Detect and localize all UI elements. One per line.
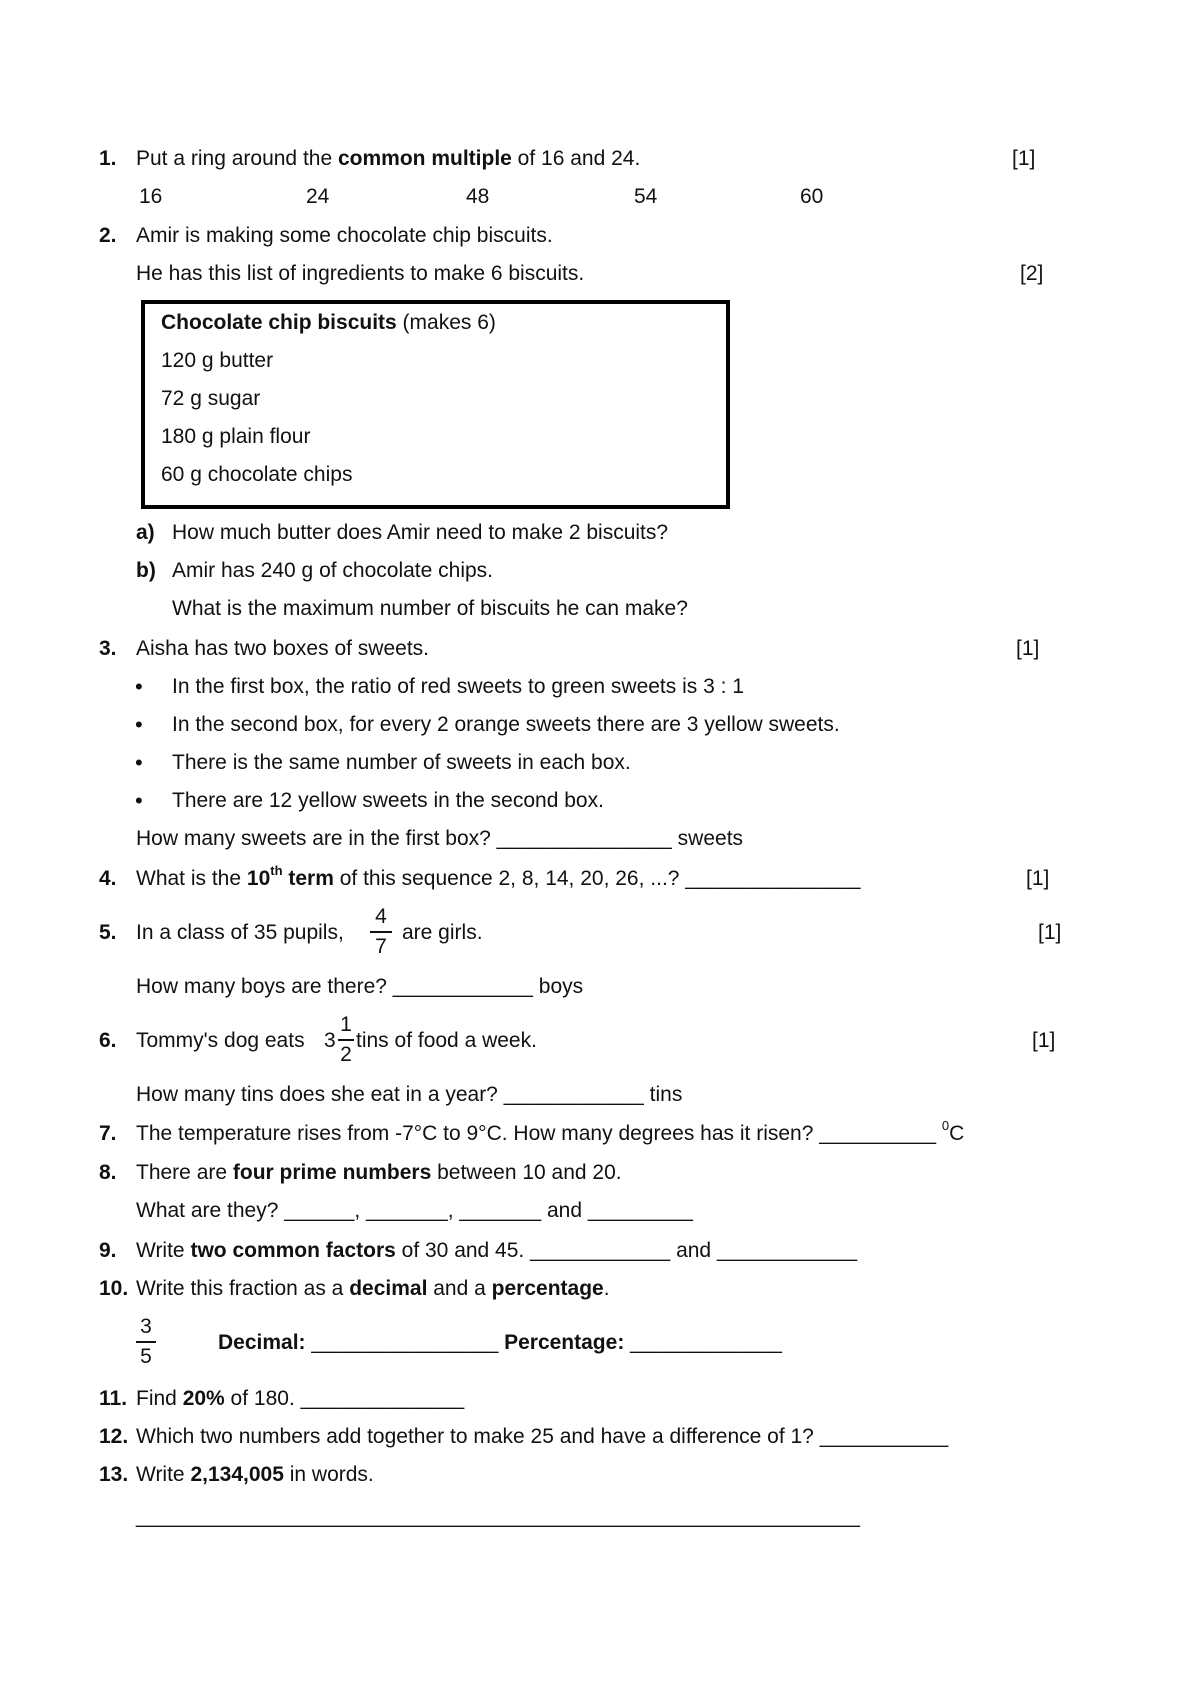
question-1-keyword: common multiple: [337, 147, 512, 170]
question-10-number: 10.: [99, 1277, 129, 1300]
question-8-text: There are four prime numbers between 10 and 20.: [136, 1161, 622, 1184]
recipe-item-chocolate-chips: 60 g chocolate chips: [161, 463, 353, 486]
recipe-title: Chocolate chip biscuits (makes 6): [161, 311, 496, 334]
question-2a-label: a): [136, 521, 155, 544]
recipe-box: [141, 300, 730, 509]
question-13-answer-line[interactable]: ______________________________________________________________: [136, 1505, 861, 1528]
question-4-number: 4.: [99, 867, 117, 890]
question-1-text: Put a ring around the common multiple of 16 and 24.: [136, 147, 641, 170]
option-24[interactable]: 24: [306, 185, 330, 208]
bullet-icon: •: [135, 712, 143, 737]
question-3-number: 3.: [99, 637, 117, 660]
question-2-line-2: He has this list of ingredients to make 6 biscuits.: [136, 262, 585, 285]
question-3-marks: [1]: [1016, 637, 1040, 660]
question-4-marks: [1]: [1026, 867, 1050, 890]
question-1-marks: [1]: [1012, 147, 1036, 170]
question-11-number: 11.: [99, 1387, 128, 1410]
question-3-bullet-2: In the second box, for every 2 orange sweets there are 3 yellow sweets.: [172, 713, 840, 736]
question-5-text-before: In a class of 35 pupils,: [136, 921, 344, 944]
decimal-blank[interactable]: ________________: [305, 1331, 505, 1354]
recipe-item-butter: 120 g butter: [161, 349, 274, 372]
question-6-text-before: Tommy's dog eats: [136, 1029, 305, 1052]
question-13-number: 13.: [99, 1463, 129, 1486]
question-6-marks: [1]: [1032, 1029, 1056, 1052]
question-7-text[interactable]: The temperature rises from -7°C to 9°C. How many degrees has it risen? __________ $^0$C: [136, 1118, 965, 1145]
question-5-number: 5.: [99, 921, 117, 944]
question-2-line-1: Amir is making some chocolate chip biscuits.: [136, 224, 553, 247]
question-6-number: 6.: [99, 1029, 117, 1052]
option-16[interactable]: 16: [139, 185, 163, 208]
question-9-text[interactable]: Write two common factors of 30 and 45. ____________ and ____________: [136, 1239, 858, 1262]
question-8-answer-line[interactable]: What are they? ______, _______, _______ and _________: [136, 1199, 693, 1222]
question-2-marks: [2]: [1020, 262, 1044, 285]
question-3-bullet-1: In the first box, the ratio of red sweets to green sweets is 3 : 1: [172, 675, 744, 698]
recipe-item-flour: 180 g plain flour: [161, 425, 311, 448]
fraction-four-sevenths: 4 7: [370, 904, 392, 960]
option-48[interactable]: 48: [466, 185, 490, 208]
question-12-number: 12.: [99, 1425, 129, 1448]
question-2b-text-2: What is the maximum number of biscuits he can make?: [172, 597, 688, 620]
decimal-label: Decimal:: [218, 1331, 306, 1354]
fraction-three-fifths: 3 5: [136, 1314, 156, 1370]
fraction-one-half: 1 2: [338, 1012, 354, 1068]
question-5-marks: [1]: [1038, 921, 1062, 944]
question-11-text[interactable]: Find 20% of 180. ______________: [136, 1387, 465, 1410]
question-10-text: Write this fraction as a decimal and a percentage.: [136, 1277, 610, 1300]
question-5-text-after: are girls.: [402, 921, 483, 944]
question-6-text-after: tins of food a week.: [356, 1029, 537, 1052]
question-2a-text: How much butter does Amir need to make 2 biscuits?: [172, 521, 669, 544]
question-2b-label: b): [136, 559, 156, 582]
question-12-text[interactable]: Which two numbers add together to make 25 and have a difference of 1? ___________: [136, 1425, 949, 1448]
question-3-bullet-3: There is the same number of sweets in each box.: [172, 751, 631, 774]
question-13-text: Write 2,134,005 in words.: [136, 1463, 374, 1486]
percentage-blank[interactable]: _____________: [624, 1331, 782, 1354]
question-10-answer-line[interactable]: [218, 1330, 782, 1356]
option-54[interactable]: 54: [634, 185, 658, 208]
bullet-icon: •: [135, 674, 143, 699]
question-7-number: 7.: [99, 1122, 117, 1145]
question-5-answer-line[interactable]: How many boys are there? ____________ boys: [136, 975, 584, 998]
question-3-bullet-4: There are 12 yellow sweets in the second box.: [172, 789, 604, 812]
question-2b-text-1: Amir has 240 g of chocolate chips.: [172, 559, 494, 582]
question-2-number: 2.: [99, 224, 117, 247]
option-60[interactable]: 60: [800, 185, 824, 208]
question-6-answer-line[interactable]: How many tins does she eat in a year? ____________ tins: [136, 1083, 683, 1106]
question-3-text: Aisha has two boxes of sweets.: [136, 637, 429, 660]
question-9-number: 9.: [99, 1239, 117, 1262]
mixed-number-whole: 3: [324, 1029, 336, 1052]
bullet-icon: •: [135, 788, 143, 813]
question-8-number: 8.: [99, 1161, 117, 1184]
recipe-item-sugar: 72 g sugar: [161, 387, 261, 410]
question-1-number: 1.: [99, 147, 117, 170]
bullet-icon: •: [135, 750, 143, 775]
question-4-text[interactable]: What is the 10th term of this sequence 2, 8, 14, 20, 26, ...? _______________: [136, 863, 861, 890]
percentage-label: Percentage:: [504, 1331, 625, 1354]
question-3-answer-line[interactable]: How many sweets are in the first box? _______________ sweets: [136, 827, 744, 850]
